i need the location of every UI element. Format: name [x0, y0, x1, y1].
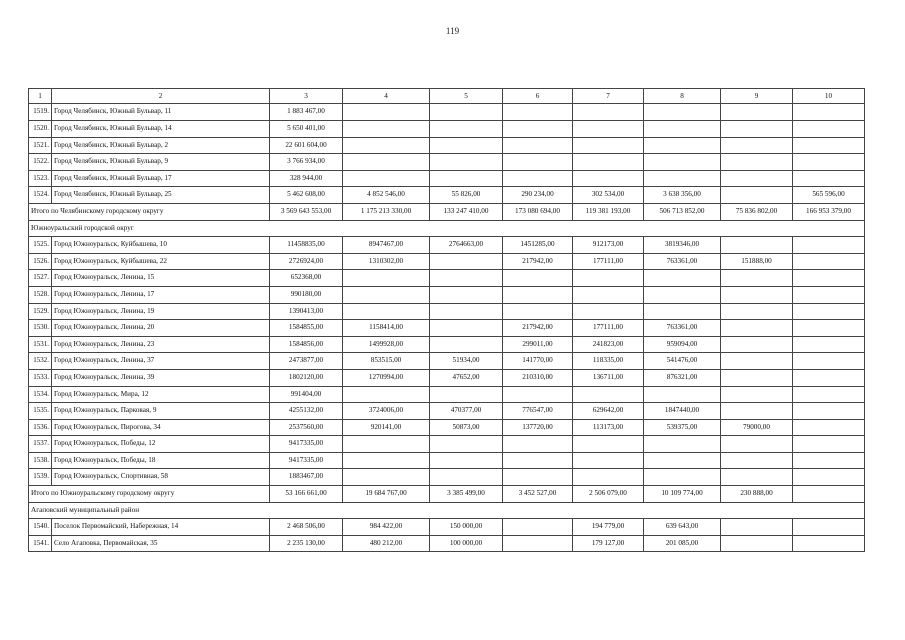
section-row [29, 220, 865, 237]
value-cell: 241823,00 [573, 336, 644, 353]
value-cell: 51934,00 [430, 353, 503, 370]
value-cell: 2 468 506,00 [270, 519, 343, 536]
value-cell [721, 270, 793, 287]
value-cell: 133 247 410,00 [430, 203, 503, 220]
row-number: 1524. [29, 187, 52, 204]
value-cell: 990180,00 [270, 286, 343, 303]
value-cell: 4255132,00 [270, 403, 343, 420]
value-cell [793, 170, 865, 187]
value-cell [430, 253, 503, 270]
value-cell: 959094,00 [644, 336, 721, 353]
value-cell [721, 369, 793, 386]
value-cell: 50873,00 [430, 419, 503, 436]
value-cell: 55 826,00 [430, 187, 503, 204]
value-cell [503, 286, 573, 303]
table-row [29, 154, 865, 171]
value-cell [573, 270, 644, 287]
address-cell: Город Южноуральск, Куйбышева, 22 [52, 253, 270, 270]
value-cell [573, 154, 644, 171]
value-cell: 100 000,00 [430, 535, 503, 552]
value-cell: 177111,00 [573, 320, 644, 337]
value-cell [721, 436, 793, 453]
value-cell [503, 154, 573, 171]
value-cell [644, 469, 721, 486]
table-row [29, 336, 865, 353]
address-cell: Город Южноуральск, Ленина, 17 [52, 286, 270, 303]
value-cell [793, 320, 865, 337]
row-number: 1526. [29, 253, 52, 270]
value-cell [721, 187, 793, 204]
value-cell: 876321,00 [644, 369, 721, 386]
address-cell: Город Южноуральск, Победы, 18 [52, 452, 270, 469]
value-cell [721, 303, 793, 320]
value-cell: 3 766 934,00 [270, 154, 343, 171]
value-cell: 328 944,00 [270, 170, 343, 187]
value-cell: 3 569 643 553,00 [270, 203, 343, 220]
value-cell: 912173,00 [573, 237, 644, 254]
value-cell: 79000,00 [721, 419, 793, 436]
table-row [29, 519, 865, 536]
value-cell [721, 535, 793, 552]
value-cell [721, 137, 793, 154]
value-cell [343, 270, 430, 287]
row-number: 1527. [29, 270, 52, 287]
value-cell: 3724006,00 [343, 403, 430, 420]
value-cell: 1 883 467,00 [270, 104, 343, 121]
table-row [29, 436, 865, 453]
value-cell: 19 684 767,00 [343, 486, 430, 503]
value-cell [793, 121, 865, 138]
value-cell [793, 353, 865, 370]
value-cell [343, 154, 430, 171]
address-cell: Город Южноуральск, Спортивная, 58 [52, 469, 270, 486]
value-cell: 1451285,00 [503, 237, 573, 254]
value-cell: 629642,00 [573, 403, 644, 420]
value-cell [503, 386, 573, 403]
value-cell: 8947467,00 [343, 237, 430, 254]
header-cell: 8 [644, 89, 721, 104]
value-cell [430, 286, 503, 303]
value-cell: 1 175 213 330,00 [343, 203, 430, 220]
value-cell: 150 000,00 [430, 519, 503, 536]
value-cell [793, 270, 865, 287]
value-cell [343, 469, 430, 486]
total-label: Итого по Южноуральскому городскому округу [29, 486, 270, 503]
header-cell: 1 [29, 89, 52, 104]
value-cell [793, 436, 865, 453]
value-cell [721, 403, 793, 420]
value-cell: 9417335,00 [270, 452, 343, 469]
table-row [29, 535, 865, 552]
value-cell: 53 166 661,00 [270, 486, 343, 503]
value-cell [503, 519, 573, 536]
value-cell: 11458835,00 [270, 237, 343, 254]
row-number: 1540. [29, 519, 52, 536]
address-cell: Город Южноуральск, Парковая, 9 [52, 403, 270, 420]
value-cell [430, 270, 503, 287]
header-cell: 5 [430, 89, 503, 104]
value-cell [793, 419, 865, 436]
value-cell: 179 127,00 [573, 535, 644, 552]
row-number: 1523. [29, 170, 52, 187]
value-cell: 480 212,00 [343, 535, 430, 552]
value-cell [430, 104, 503, 121]
value-cell [573, 104, 644, 121]
table-row [29, 286, 865, 303]
address-cell: Город Челябинск, Южный Бульвар, 14 [52, 121, 270, 138]
table-row [29, 187, 865, 204]
value-cell [503, 170, 573, 187]
value-cell [644, 104, 721, 121]
value-cell: 3 638 356,00 [644, 187, 721, 204]
value-cell: 118335,00 [573, 353, 644, 370]
row-number: 1530. [29, 320, 52, 337]
value-cell: 1802120,00 [270, 369, 343, 386]
value-cell [573, 286, 644, 303]
value-cell: 1158414,00 [343, 320, 430, 337]
address-cell: Город Южноуральск, Ленина, 23 [52, 336, 270, 353]
value-cell [793, 237, 865, 254]
value-cell: 1847440,00 [644, 403, 721, 420]
value-cell: 151888,00 [721, 253, 793, 270]
value-cell [343, 286, 430, 303]
value-cell: 217942,00 [503, 320, 573, 337]
row-number: 1533. [29, 369, 52, 386]
address-cell: Город Южноуральск, Ленина, 39 [52, 369, 270, 386]
value-cell: 194 779,00 [573, 519, 644, 536]
address-cell: Город Южноуральск, Куйбышева, 10 [52, 237, 270, 254]
value-cell: 3 452 527,00 [503, 486, 573, 503]
value-cell: 984 422,00 [343, 519, 430, 536]
value-cell [793, 154, 865, 171]
value-cell [793, 486, 865, 503]
value-cell: 539375,00 [644, 419, 721, 436]
value-cell [430, 154, 503, 171]
value-cell: 2 235 130,00 [270, 535, 343, 552]
value-cell: 166 953 379,00 [793, 203, 865, 220]
value-cell [721, 286, 793, 303]
value-cell [721, 519, 793, 536]
value-cell [644, 137, 721, 154]
value-cell [721, 452, 793, 469]
address-cell: Город Южноуральск, Ленина, 19 [52, 303, 270, 320]
value-cell [573, 121, 644, 138]
value-cell: 1390413,00 [270, 303, 343, 320]
value-cell: 2 506 079,00 [573, 486, 644, 503]
row-number: 1520. [29, 121, 52, 138]
value-cell: 302 534,00 [573, 187, 644, 204]
value-cell: 763361,00 [644, 253, 721, 270]
value-cell [503, 303, 573, 320]
value-cell [430, 137, 503, 154]
value-cell: 920141,00 [343, 419, 430, 436]
row-number: 1537. [29, 436, 52, 453]
value-cell: 763361,00 [644, 320, 721, 337]
value-cell: 173 080 694,00 [503, 203, 573, 220]
value-cell [793, 137, 865, 154]
value-cell: 9417335,00 [270, 436, 343, 453]
value-cell [793, 253, 865, 270]
table-row [29, 320, 865, 337]
table-row [29, 469, 865, 486]
value-cell [343, 170, 430, 187]
value-cell [343, 386, 430, 403]
header-row [29, 89, 865, 104]
address-cell: Город Южноуральск, Ленина, 20 [52, 320, 270, 337]
value-cell [721, 320, 793, 337]
value-cell [793, 336, 865, 353]
value-cell: 506 713 852,00 [644, 203, 721, 220]
header-cell: 6 [503, 89, 573, 104]
value-cell [503, 121, 573, 138]
address-cell: Город Южноуральск, Победы, 12 [52, 436, 270, 453]
section-title: Южноуральский городской округ [29, 220, 865, 237]
value-cell: 230 888,00 [721, 486, 793, 503]
total-label: Итого по Челябинскому городскому округу [29, 203, 270, 220]
value-cell [721, 170, 793, 187]
value-cell: 1584856,00 [270, 336, 343, 353]
header-cell: 3 [270, 89, 343, 104]
table-row [29, 452, 865, 469]
value-cell: 1499928,00 [343, 336, 430, 353]
value-cell [793, 369, 865, 386]
value-cell: 10 109 774,00 [644, 486, 721, 503]
data-table [28, 88, 865, 552]
header-cell: 9 [721, 89, 793, 104]
value-cell [343, 104, 430, 121]
value-cell: 113173,00 [573, 419, 644, 436]
value-cell [343, 436, 430, 453]
value-cell: 3 385 499,00 [430, 486, 503, 503]
table-row [29, 419, 865, 436]
value-cell [343, 137, 430, 154]
value-cell: 22 601 604,00 [270, 137, 343, 154]
value-cell: 141770,00 [503, 353, 573, 370]
value-cell: 2764663,00 [430, 237, 503, 254]
value-cell [644, 436, 721, 453]
value-cell: 47652,00 [430, 369, 503, 386]
table-row [29, 303, 865, 320]
value-cell [793, 403, 865, 420]
value-cell [430, 170, 503, 187]
value-cell [793, 104, 865, 121]
section-row [29, 502, 865, 519]
address-cell: Город Южноуральск, Ленина, 15 [52, 270, 270, 287]
table-row [29, 386, 865, 403]
value-cell: 2473877,00 [270, 353, 343, 370]
value-cell: 541476,00 [644, 353, 721, 370]
value-cell: 776547,00 [503, 403, 573, 420]
value-cell [430, 336, 503, 353]
row-number: 1529. [29, 303, 52, 320]
value-cell [573, 386, 644, 403]
value-cell [343, 121, 430, 138]
address-cell: Город Челябинск, Южный Бульвар, 9 [52, 154, 270, 171]
value-cell [573, 469, 644, 486]
value-cell [430, 452, 503, 469]
section-title: Агаповский муниципальный район [29, 502, 865, 519]
value-cell [644, 270, 721, 287]
address-cell: Город Челябинск, Южный Бульвар, 17 [52, 170, 270, 187]
value-cell: 470377,00 [430, 403, 503, 420]
value-cell [793, 452, 865, 469]
value-cell [644, 286, 721, 303]
value-cell [721, 386, 793, 403]
value-cell [793, 303, 865, 320]
value-cell [430, 303, 503, 320]
value-cell: 991404,00 [270, 386, 343, 403]
row-number: 1519. [29, 104, 52, 121]
value-cell [573, 137, 644, 154]
value-cell: 3819346,00 [644, 237, 721, 254]
table-row [29, 170, 865, 187]
value-cell: 5 650 401,00 [270, 121, 343, 138]
value-cell [430, 469, 503, 486]
row-number: 1525. [29, 237, 52, 254]
address-cell: Поселок Первомайский, Набережная, 14 [52, 519, 270, 536]
value-cell [644, 386, 721, 403]
value-cell [721, 154, 793, 171]
value-cell: 177111,00 [573, 253, 644, 270]
table-row [29, 403, 865, 420]
row-number: 1534. [29, 386, 52, 403]
value-cell: 652368,00 [270, 270, 343, 287]
value-cell [503, 452, 573, 469]
value-cell [793, 535, 865, 552]
value-cell: 5 462 608,00 [270, 187, 343, 204]
value-cell [644, 303, 721, 320]
header-cell: 10 [793, 89, 865, 104]
value-cell [343, 452, 430, 469]
value-cell: 4 852 546,00 [343, 187, 430, 204]
value-cell [343, 303, 430, 320]
header-cell: 7 [573, 89, 644, 104]
value-cell: 201 085,00 [644, 535, 721, 552]
value-cell: 1270994,00 [343, 369, 430, 386]
value-cell: 137720,00 [503, 419, 573, 436]
total-row [29, 486, 865, 503]
value-cell: 639 643,00 [644, 519, 721, 536]
address-cell: Село Агаповка, Первомайская, 35 [52, 535, 270, 552]
value-cell [644, 121, 721, 138]
value-cell [503, 270, 573, 287]
value-cell [503, 104, 573, 121]
value-cell: 136711,00 [573, 369, 644, 386]
address-cell: Город Южноуральск, Пирогова, 34 [52, 419, 270, 436]
value-cell: 565 596,00 [793, 187, 865, 204]
address-cell: Город Южноуральск, Мира, 12 [52, 386, 270, 403]
value-cell: 217942,00 [503, 253, 573, 270]
table-row [29, 353, 865, 370]
table-row [29, 253, 865, 270]
table-row [29, 369, 865, 386]
value-cell: 290 234,00 [503, 187, 573, 204]
header-cell: 2 [52, 89, 270, 104]
value-cell [503, 469, 573, 486]
value-cell: 1584855,00 [270, 320, 343, 337]
table-row [29, 270, 865, 287]
table-row [29, 121, 865, 138]
value-cell [721, 121, 793, 138]
header-cell: 4 [343, 89, 430, 104]
value-cell [721, 353, 793, 370]
total-row [29, 203, 865, 220]
table-row [29, 137, 865, 154]
row-number: 1535. [29, 403, 52, 420]
row-number: 1538. [29, 452, 52, 469]
table-row [29, 237, 865, 254]
value-cell: 119 381 193,00 [573, 203, 644, 220]
value-cell [793, 519, 865, 536]
value-cell [793, 469, 865, 486]
value-cell [503, 137, 573, 154]
address-cell: Город Южноуральск, Ленина, 37 [52, 353, 270, 370]
address-cell: Город Челябинск, Южный Бульвар, 2 [52, 137, 270, 154]
value-cell [573, 170, 644, 187]
row-number: 1532. [29, 353, 52, 370]
value-cell: 299011,00 [503, 336, 573, 353]
value-cell: 1883467,00 [270, 469, 343, 486]
value-cell [503, 436, 573, 453]
value-cell: 853515,00 [343, 353, 430, 370]
value-cell: 210310,00 [503, 369, 573, 386]
value-cell: 2537560,00 [270, 419, 343, 436]
value-cell [430, 121, 503, 138]
table-row [29, 104, 865, 121]
value-cell [430, 320, 503, 337]
value-cell [573, 303, 644, 320]
value-cell [644, 154, 721, 171]
value-cell [721, 237, 793, 254]
value-cell [573, 452, 644, 469]
value-cell [430, 386, 503, 403]
row-number: 1528. [29, 286, 52, 303]
address-cell: Город Челябинск, Южный Бульвар, 25 [52, 187, 270, 204]
row-number: 1531. [29, 336, 52, 353]
value-cell: 75 836 802,00 [721, 203, 793, 220]
address-cell: Город Челябинск, Южный Бульвар, 11 [52, 104, 270, 121]
value-cell [430, 436, 503, 453]
row-number: 1539. [29, 469, 52, 486]
value-cell: 1310302,00 [343, 253, 430, 270]
value-cell: 2726924,00 [270, 253, 343, 270]
value-cell [793, 386, 865, 403]
row-number: 1521. [29, 137, 52, 154]
table-body [29, 89, 865, 552]
value-cell [721, 469, 793, 486]
value-cell [793, 286, 865, 303]
row-number: 1522. [29, 154, 52, 171]
value-cell [721, 336, 793, 353]
row-number: 1541. [29, 535, 52, 552]
row-number: 1536. [29, 419, 52, 436]
value-cell [503, 535, 573, 552]
value-cell [644, 170, 721, 187]
value-cell [644, 452, 721, 469]
value-cell [721, 104, 793, 121]
page-number: 119 [445, 26, 460, 36]
value-cell [573, 436, 644, 453]
